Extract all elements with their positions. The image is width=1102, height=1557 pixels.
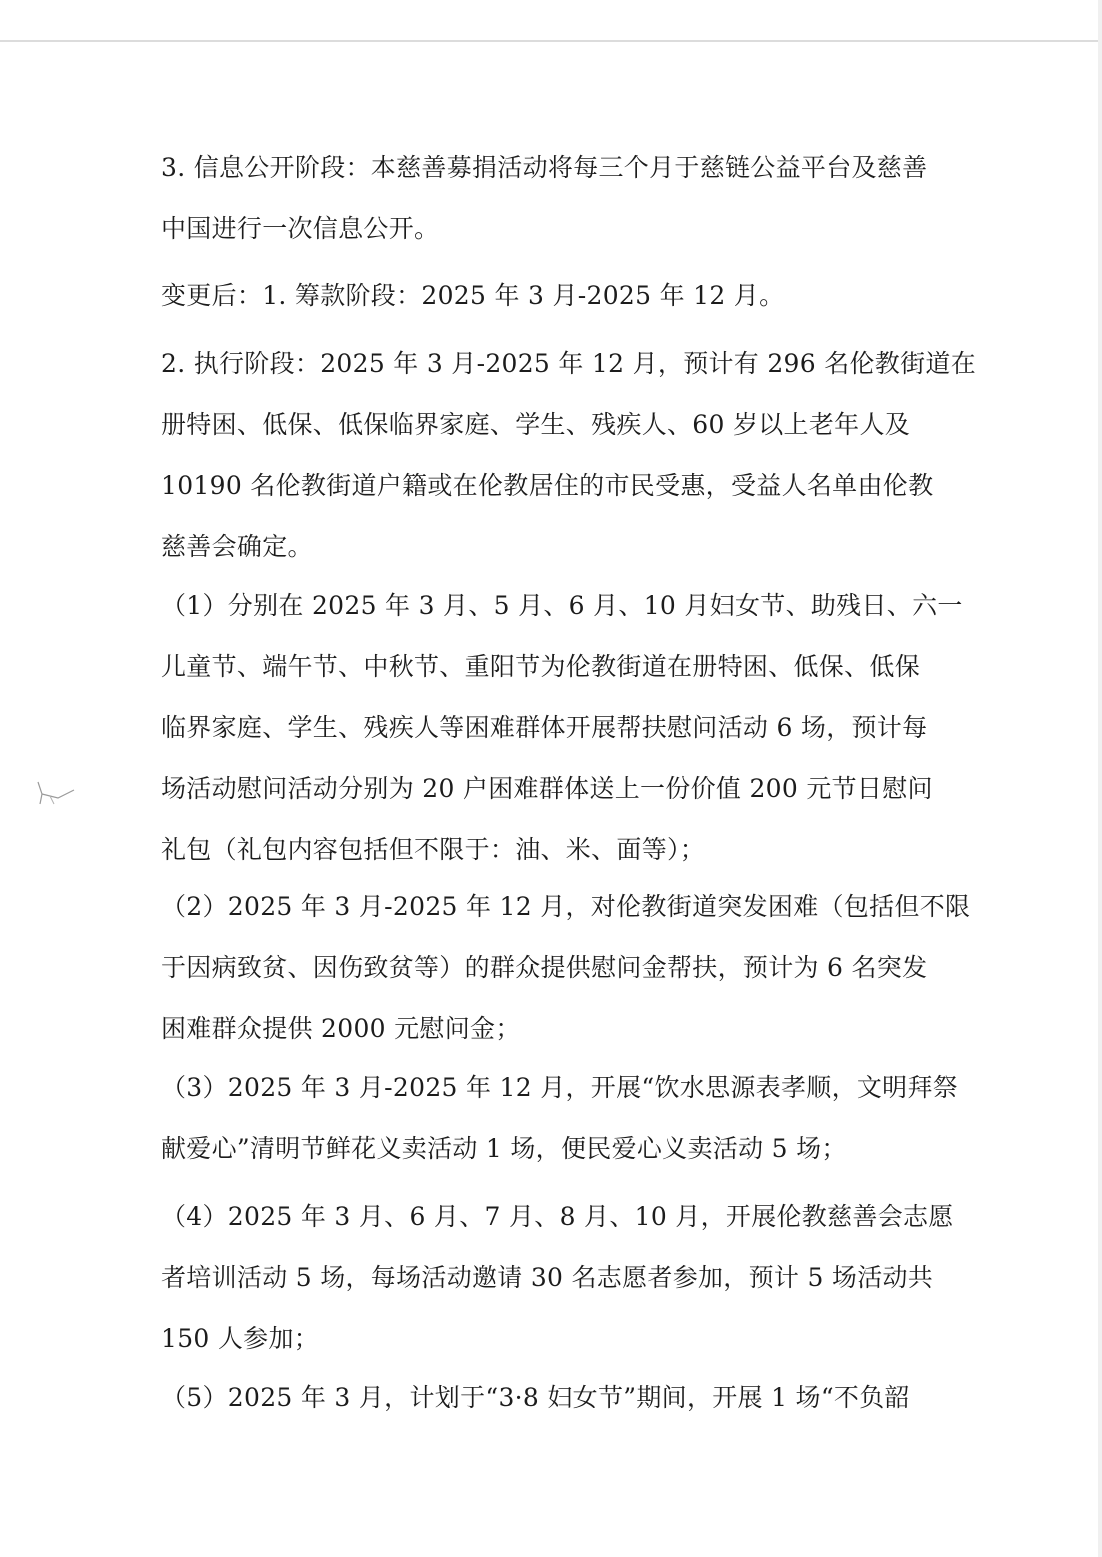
paragraph-info-disclosure: [161, 137, 927, 259]
text-line: 中国进行一次信息公开。: [161, 214, 440, 243]
paragraph-fundraising-stage: [161, 265, 784, 326]
scan-top-edge: [0, 40, 1102, 42]
text-line: 变更后：1. 筹款阶段：2025 年 3 月-2025 年 12 月。: [161, 281, 785, 310]
text-line: （5）2025 年 3 月，计划于“3·8 妇女节”期间，开展 1 场“不负韶: [161, 1383, 910, 1412]
text-line: （3）2025 年 3 月-2025 年 12 月，开展“饮水思源表孝顺，文明拜祭: [161, 1073, 959, 1102]
paragraph-execution-stage: [161, 333, 976, 577]
text-line: 150 人参加；: [161, 1324, 320, 1353]
scan-right-edge: [1098, 0, 1102, 1557]
text-line: 册特困、低保、低保临界家庭、学生、残疾人、60 岁以上老年人及: [161, 410, 911, 439]
text-line: 临界家庭、学生、残疾人等困难群体开展帮扶慰问活动 6 场，预计每: [161, 713, 928, 742]
text-line: 10190 名伦教街道户籍或在伦教居住的市民受惠，受益人名单由伦教: [161, 471, 934, 500]
text-line: 3. 信息公开阶段：本慈善募捐活动将每三个月于慈链公益平台及慈善: [161, 153, 928, 182]
paragraph-item-5: [161, 1367, 910, 1428]
text-line: （1）分别在 2025 年 3 月、5 月、6 月、10 月妇女节、助残日、六一: [161, 591, 963, 620]
text-line: 困难群众提供 2000 元慰问金；: [161, 1014, 521, 1043]
paragraph-item-4: [161, 1186, 954, 1369]
text-line: 儿童节、端午节、中秋节、重阳节为伦教街道在册特困、低保、低保: [161, 652, 921, 681]
paragraph-item-2: [161, 876, 970, 1059]
text-line: 慈善会确定。: [161, 532, 313, 561]
text-line: 2. 执行阶段：2025 年 3 月-2025 年 12 月，预计有 296 名伦教街道在: [161, 349, 977, 378]
scan-speck-mark: [30, 774, 80, 814]
text-line: 礼包（礼包内容包括但不限于：油、米、面等）；: [161, 835, 706, 864]
text-line: 者培训活动 5 场，每场活动邀请 30 名志愿者参加，预计 5 场活动共: [161, 1263, 934, 1292]
text-line: 于因病致贫、因伤致贫等）的群众提供慰问金帮扶，预计为 6 名突发: [161, 953, 928, 982]
text-line: 场活动慰问活动分别为 20 户困难群体送上一份价值 200 元节日慰问: [161, 774, 933, 803]
text-line: （4）2025 年 3 月、6 月、7 月、8 月、10 月，开展伦教慈善会志愿: [161, 1202, 954, 1231]
text-line: 献爱心”清明节鲜花义卖活动 1 场，便民爱心义卖活动 5 场；: [161, 1134, 847, 1163]
paragraph-item-3: [161, 1057, 958, 1179]
paragraph-item-1: [161, 575, 963, 880]
text-line: （2）2025 年 3 月-2025 年 12 月，对伦教街道突发困难（包括但不限: [161, 892, 971, 921]
